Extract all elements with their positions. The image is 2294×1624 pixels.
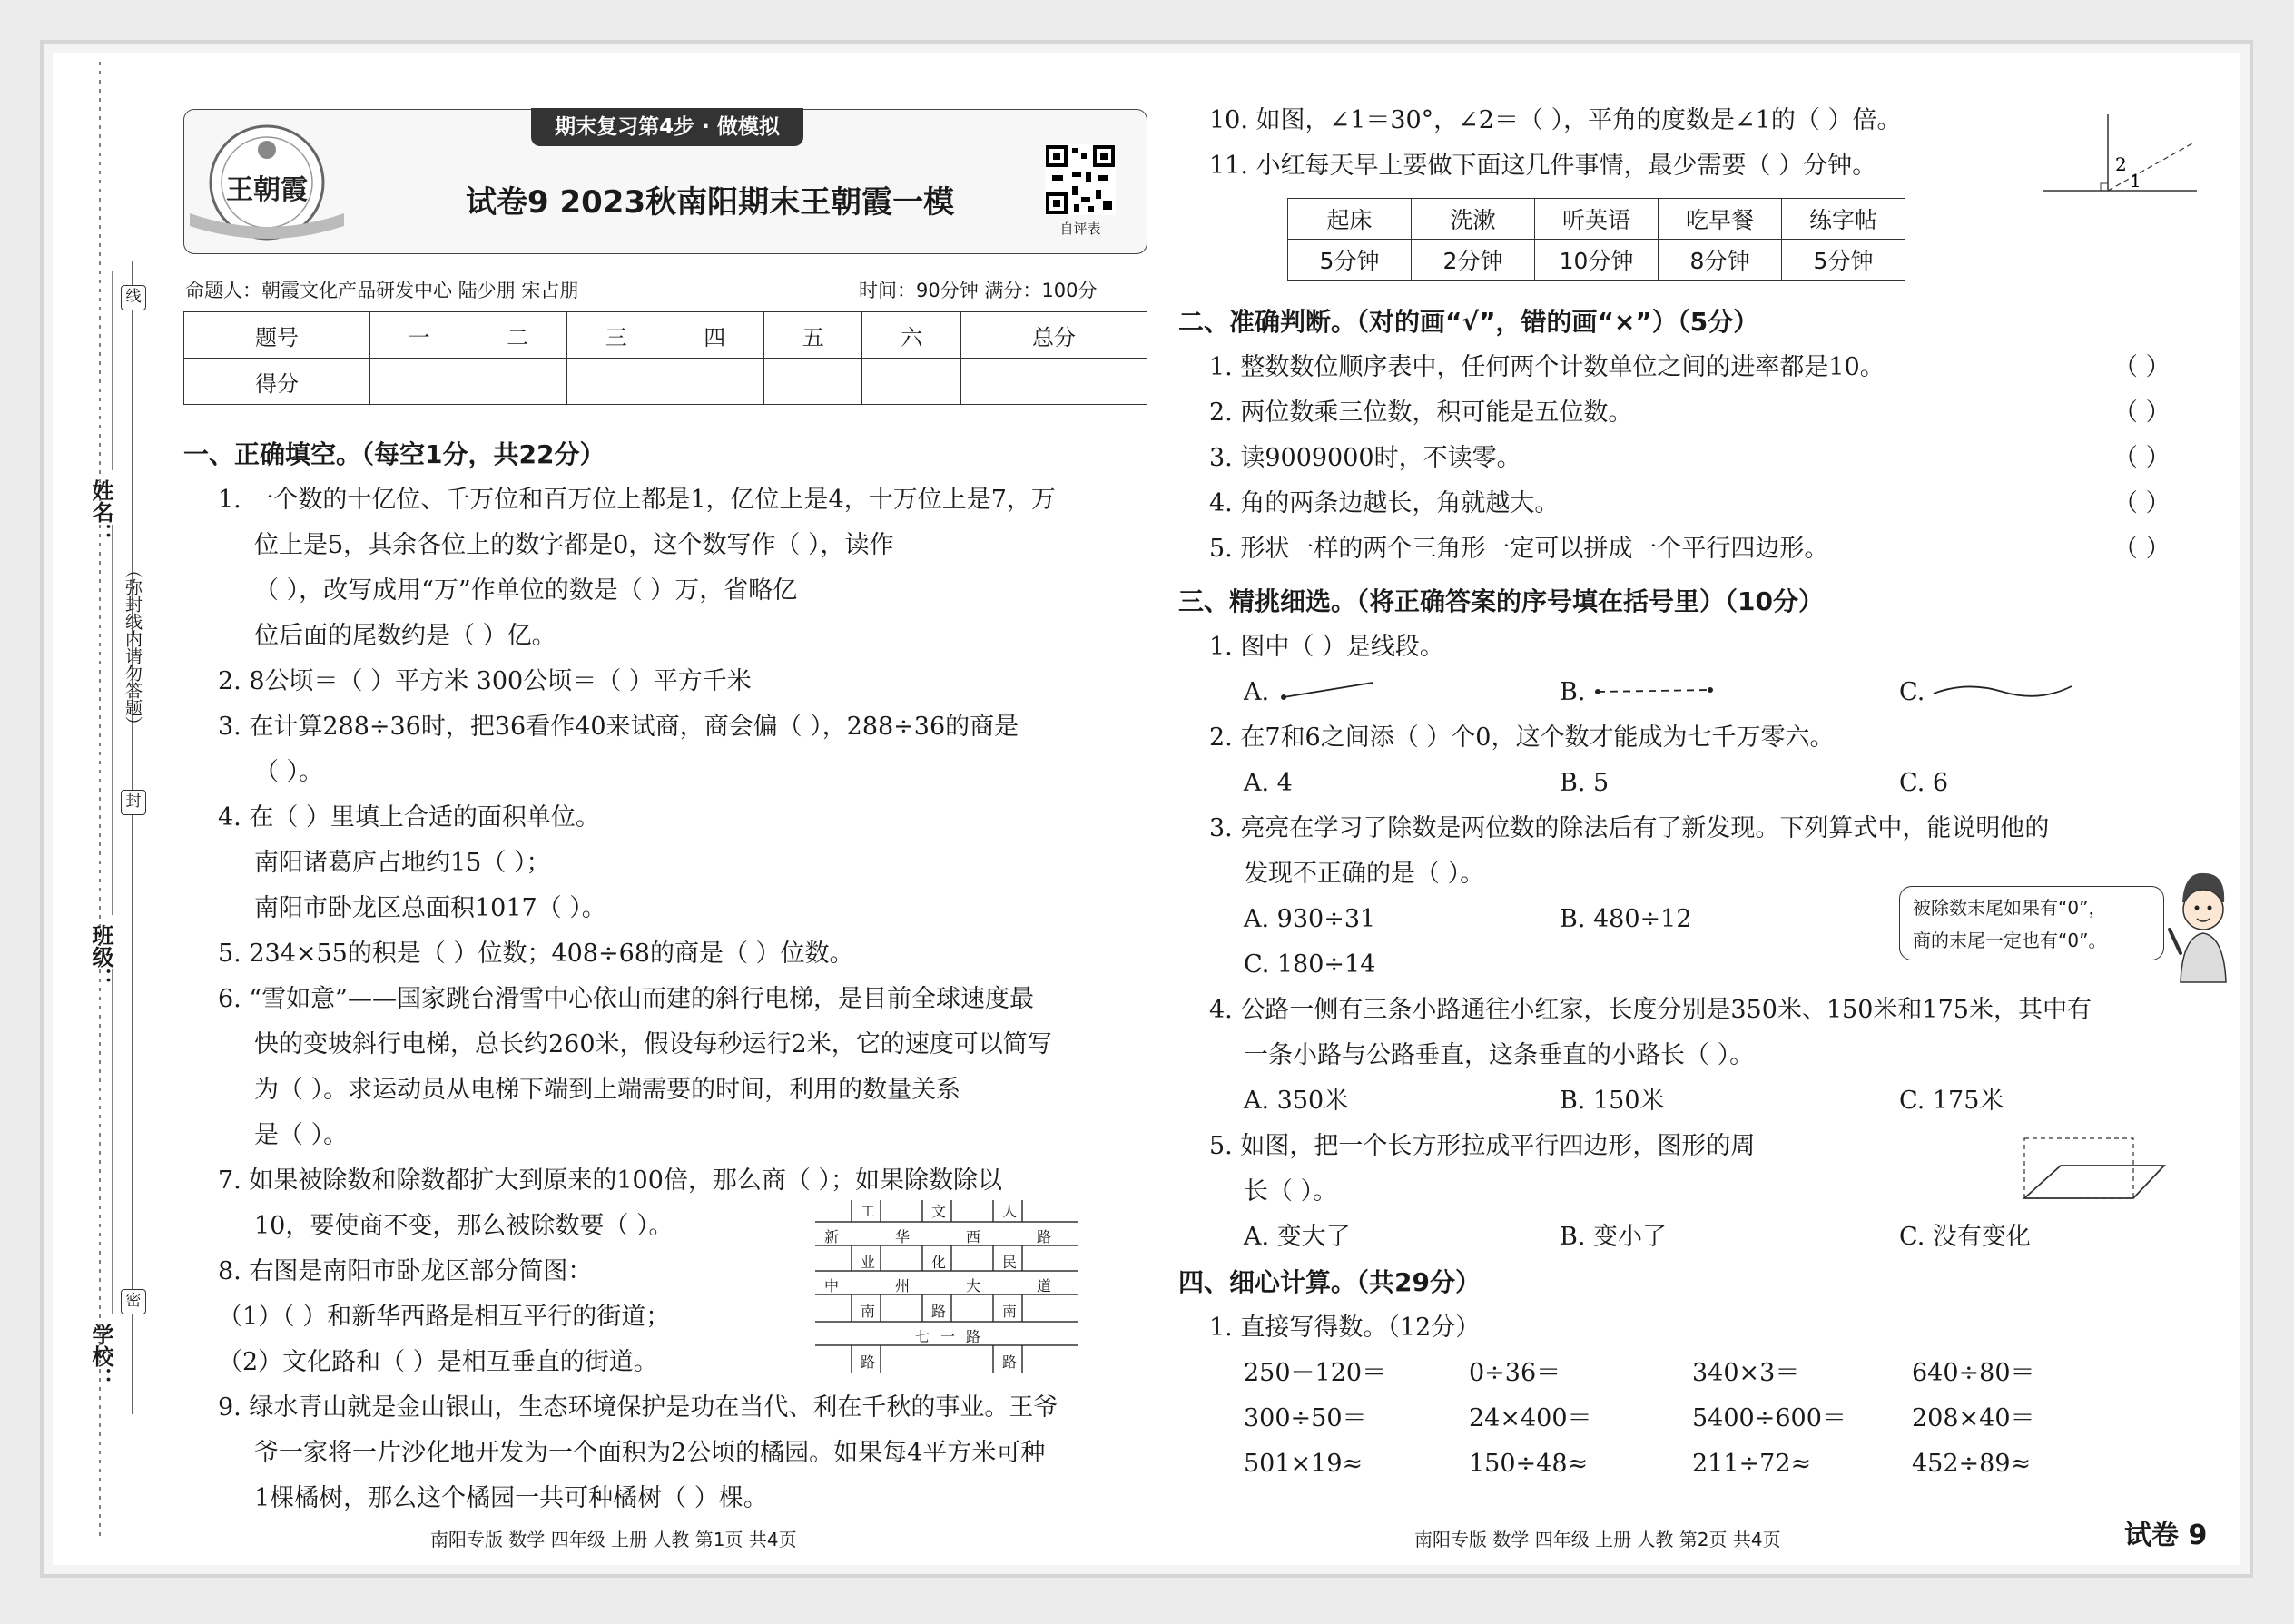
question-line: 是（ ）。	[254, 1121, 349, 1149]
map-label: 西	[966, 1228, 981, 1245]
question-line: 为（ ）。求运动员从电梯下端到上端需要的时间，利用的数量关系	[254, 1076, 961, 1104]
bubble-line: 商的末尾一定也有“0”。	[1913, 930, 2107, 951]
judge-item: 5. 形状一样的两个三角形一定可以拼成一个平行四边形。	[1209, 535, 1829, 563]
score-cell[interactable]	[665, 359, 764, 405]
calc-item: 501×19≈	[1244, 1450, 1364, 1478]
score-header: 二	[468, 312, 567, 359]
judge-item: 3. 读9009000时，不读零。	[1209, 444, 1521, 472]
logo-icon	[190, 113, 344, 250]
map-label: 大	[966, 1277, 981, 1294]
choice-question: 1. 图中（ ）是线段。	[1209, 633, 1444, 661]
map-label: 文	[931, 1203, 947, 1220]
section-2-title: 二、准确判断。（对的画“√”，错的画“×”）（5分）	[1178, 307, 1759, 337]
angle-label-1: 1	[2130, 170, 2141, 192]
choice-option: A. 4	[1244, 769, 1293, 797]
choice-option: C. 180÷14	[1244, 950, 1376, 979]
seal-secret: 密	[121, 1289, 146, 1314]
choice-question: 发现不正确的是（ ）。	[1244, 860, 1485, 888]
choice-option: A. 变大了	[1244, 1223, 1351, 1251]
map-label: 一	[940, 1328, 956, 1345]
answer-parens[interactable]: （ ）	[2113, 444, 2171, 472]
choice-option: C. 175米	[1899, 1087, 2004, 1115]
score-cell[interactable]	[763, 359, 862, 405]
calc-item: 250－120＝	[1244, 1359, 1387, 1387]
title-banner	[183, 109, 1147, 254]
map-label: 路	[1037, 1228, 1052, 1245]
qr-code-icon	[1045, 144, 1116, 215]
question-line: 11. 小红每天早上要做下面这几件事情，最少需要（ ）分钟。	[1209, 152, 1877, 180]
choice-question: 4. 公路一侧有三条小路通往小红家，长度分别是350米、150米和175米，其中有	[1209, 996, 2092, 1024]
choice-option: C. 6	[1899, 769, 1949, 797]
choice-option: A. 930÷31	[1244, 905, 1376, 933]
choice-option: B.	[1560, 678, 1586, 706]
question-line: 10，要使商不变，那么被除数要（ ）。	[254, 1212, 674, 1240]
question-line: 1棵橘树，那么这个橘园一共可种橘树（ ）棵。	[254, 1484, 768, 1512]
exam-sheet	[53, 53, 2240, 1565]
answer-parens[interactable]: （ ）	[2113, 399, 2171, 427]
calc-item: 340×3＝	[1692, 1359, 1800, 1387]
map-label: 州	[895, 1277, 911, 1294]
question-line: 6. “雪如意”——国家跳台滑雪中心依山而建的斜行电梯，是目前全球速度最	[218, 985, 1034, 1013]
calc-item: 211÷72≈	[1692, 1450, 1812, 1478]
map-label: 道	[1037, 1277, 1052, 1294]
question-line: 位后面的尾数约是（ ）亿。	[254, 622, 556, 650]
question-line: 9. 绿水青山就是金山银山，生态环境保护是功在当代、利在千秋的事业。王爷	[218, 1393, 1058, 1422]
map-label: 化	[931, 1254, 947, 1271]
chore-time: 8分钟	[1659, 240, 1782, 281]
section-1-title: 一、正确填空。（每空1分，共22分）	[183, 439, 605, 469]
calc-item: 452÷89≈	[1912, 1450, 2032, 1478]
score-cell[interactable]	[566, 359, 665, 405]
question-line: 南阳市卧龙区总面积1017（ ）。	[254, 894, 606, 922]
map-label: 业	[861, 1254, 876, 1271]
score-cell[interactable]	[960, 359, 1147, 405]
answer-parens[interactable]: （ ）	[2113, 535, 2171, 563]
question-line: 7. 如果被除数和除数都扩大到原来的100倍，那么商（ ）；如果除数除以	[218, 1166, 1002, 1195]
choice-option: C. 没有变化	[1899, 1223, 2031, 1251]
bubble-line: 被除数末尾如果有“0”，	[1913, 897, 2107, 919]
speech-bubble	[1899, 886, 2164, 960]
question-line: （ ），改写成用“万”作单位的数是（ ）万，省略亿	[254, 576, 798, 605]
question-line: （1）（ ）和新华西路是相互平行的街道；	[218, 1303, 671, 1331]
question-line: 位上是5，其余各位上的数字都是0，这个数写作（ ），读作	[254, 531, 894, 559]
line-segment-a	[1278, 677, 1378, 704]
calc-title: 1. 直接写得数。（12分）	[1209, 1314, 1481, 1342]
choice-option: B. 变小了	[1560, 1223, 1668, 1251]
choice-option: C.	[1899, 678, 1925, 706]
judge-item: 1. 整数数位顺序表中，任何两个计数单位之间的进率都是10。	[1209, 353, 1885, 381]
curve-c	[1930, 677, 2075, 704]
left-footer: 南阳专版 数学 四年级 上册 人教 第1页 共4页	[430, 1529, 797, 1550]
map-label: 路	[966, 1328, 981, 1345]
question-line: 快的变坡斜行电梯，总长约260米，假设每秒运行2米，它的速度可以简写	[254, 1030, 1052, 1058]
rect-parallelogram-diagram	[2013, 1133, 2168, 1206]
exam-title: 试卷9 2023秋南阳期末王朝霞一模	[466, 184, 955, 221]
name-label: 姓名：	[88, 479, 113, 545]
section-3-title: 三、精挑细选。（将正确答案的序号填在括号里）（10分）	[1178, 586, 1824, 616]
calc-item: 0÷36＝	[1469, 1359, 1561, 1387]
answer-parens[interactable]: （ ）	[2113, 489, 2171, 517]
angle-diagram	[2043, 107, 2206, 198]
map-label: 中	[824, 1277, 840, 1294]
exam-time: 时间：90分钟 满分：100分	[859, 280, 1098, 301]
section-4-title: 四、细心计算。（共29分）	[1178, 1267, 1481, 1297]
school-label: 学校：	[88, 1324, 113, 1389]
choice-option: A. 350米	[1244, 1087, 1349, 1115]
chore-time: 5分钟	[1782, 240, 1905, 281]
score-header: 总分	[960, 312, 1147, 359]
score-header: 三	[566, 312, 665, 359]
calc-item: 24×400＝	[1469, 1404, 1592, 1432]
map-label: 路	[931, 1303, 947, 1320]
score-header: 一	[369, 312, 468, 359]
exam-badge: 试卷 9	[2124, 1520, 2208, 1551]
question-line: 10. 如图，∠1＝30°，∠2＝（ ），平角的度数是∠1的（ ）倍。	[1209, 106, 1902, 134]
score-header: 六	[862, 312, 961, 359]
map-label: 路	[861, 1353, 876, 1371]
seal-seal: 封	[121, 790, 146, 815]
chore-time: 10分钟	[1535, 240, 1659, 281]
boy-cartoon-icon	[2166, 866, 2239, 984]
map-label: 民	[1002, 1254, 1018, 1271]
map-label: 南	[1002, 1303, 1018, 1320]
binding-note: （弥封线内请勿答题）	[123, 561, 143, 733]
chore-task: 起床	[1288, 199, 1412, 240]
choice-option: B. 5	[1560, 769, 1610, 797]
angle-label-2: 2	[2115, 153, 2127, 175]
right-footer: 南阳专版 数学 四年级 上册 人教 第2页 共4页	[1414, 1529, 1781, 1550]
score-row-label: 得分	[184, 359, 370, 405]
score-table	[183, 311, 1147, 405]
choice-question: 2. 在7和6之间添（ ）个0，这个数才能成为七千万零六。	[1209, 723, 1835, 752]
question-line: （ ）。	[254, 758, 324, 786]
chore-task: 吃早餐	[1659, 199, 1782, 240]
map-label: 工	[861, 1203, 876, 1220]
calc-item: 5400÷600＝	[1692, 1404, 1846, 1432]
choice-option: A.	[1244, 678, 1270, 706]
question-line: 南阳诸葛庐占地约15（ ）；	[254, 849, 551, 877]
score-cell[interactable]	[468, 359, 567, 405]
choice-question: 3. 亮亮在学习了除数是两位数的除法后有了新发现。下列算式中，能说明他的	[1209, 814, 2050, 842]
map-label: 新	[824, 1228, 840, 1245]
choice-option: B. 480÷12	[1560, 905, 1692, 933]
left-page	[53, 53, 1151, 1565]
authors: 命题人：朝霞文化产品研发中心 陆少朋 宋占朋	[185, 280, 579, 301]
calc-item: 300÷50＝	[1244, 1404, 1367, 1432]
score-header: 五	[763, 312, 862, 359]
chore-task: 洗漱	[1412, 199, 1535, 240]
chore-time: 2分钟	[1412, 240, 1535, 281]
question-line: 2. 8公顷＝（ ）平方米 300公顷＝（ ）平方千米	[218, 667, 752, 695]
chore-task: 练字帖	[1782, 199, 1905, 240]
map-label: 华	[895, 1228, 911, 1245]
score-header: 题号	[184, 312, 370, 359]
question-line: 5. 234×55的积是（ ）位数；408÷68的商是（ ）位数。	[218, 940, 854, 968]
binding-strip	[53, 53, 207, 1565]
calc-item: 208×40＝	[1912, 1404, 2035, 1432]
calc-item: 640÷80＝	[1912, 1359, 2035, 1387]
answer-parens[interactable]: （ ）	[2113, 353, 2171, 381]
question-line: 3. 在计算288÷36时，把36看作40来试商，商会偏（ ），288÷36的商是	[218, 713, 1019, 741]
map-label: 路	[1002, 1353, 1018, 1371]
chore-time: 5分钟	[1288, 240, 1412, 281]
seal-line: 线	[121, 285, 146, 310]
score-cell[interactable]	[862, 359, 961, 405]
choice-question: 5. 如图，把一个长方形拉成平行四边形，图形的周	[1209, 1132, 1756, 1160]
judge-item: 4. 角的两条边越长，角就越大。	[1209, 489, 1560, 517]
question-line: 4. 在（ ）里填上合适的面积单位。	[218, 803, 600, 832]
calc-item: 150÷48≈	[1469, 1450, 1589, 1478]
map-label: 南	[861, 1303, 876, 1320]
map-label: 七	[915, 1328, 930, 1345]
svg-text:王朝霞: 王朝霞	[226, 174, 308, 206]
question-line: （2）文化路和（ ）是相互垂直的街道。	[218, 1348, 658, 1376]
choice-question: 长（ ）。	[1244, 1177, 1338, 1206]
class-label: 班级：	[88, 924, 113, 989]
right-page	[1178, 53, 2240, 1565]
score-cell[interactable]	[369, 359, 468, 405]
step-label: 期末复习第4步 · 做模拟	[531, 108, 803, 146]
chores-table	[1287, 198, 1905, 281]
map-label: 人	[1002, 1203, 1018, 1220]
question-line: 爷一家将一片沙化地开发为一个面积为2公顷的橘园。如果每4平方米可种	[254, 1439, 1046, 1467]
score-header: 四	[665, 312, 764, 359]
qr-caption: 自评表	[1059, 221, 1101, 237]
choice-option: B. 150米	[1560, 1087, 1665, 1115]
question-line: 8. 右图是南阳市卧龙区部分简图：	[218, 1257, 593, 1285]
chore-task: 听英语	[1535, 199, 1659, 240]
line-segment-b	[1592, 677, 1719, 704]
judge-item: 2. 两位数乘三位数，积可能是五位数。	[1209, 399, 1633, 427]
question-line: 1. 一个数的十亿位、千万位和百万位上都是1，亿位上是4，十万位上是7，万	[218, 486, 1056, 514]
street-map-diagram	[815, 1200, 1088, 1373]
choice-question: 一条小路与公路垂直，这条垂直的小路长（ ）。	[1244, 1041, 1755, 1069]
